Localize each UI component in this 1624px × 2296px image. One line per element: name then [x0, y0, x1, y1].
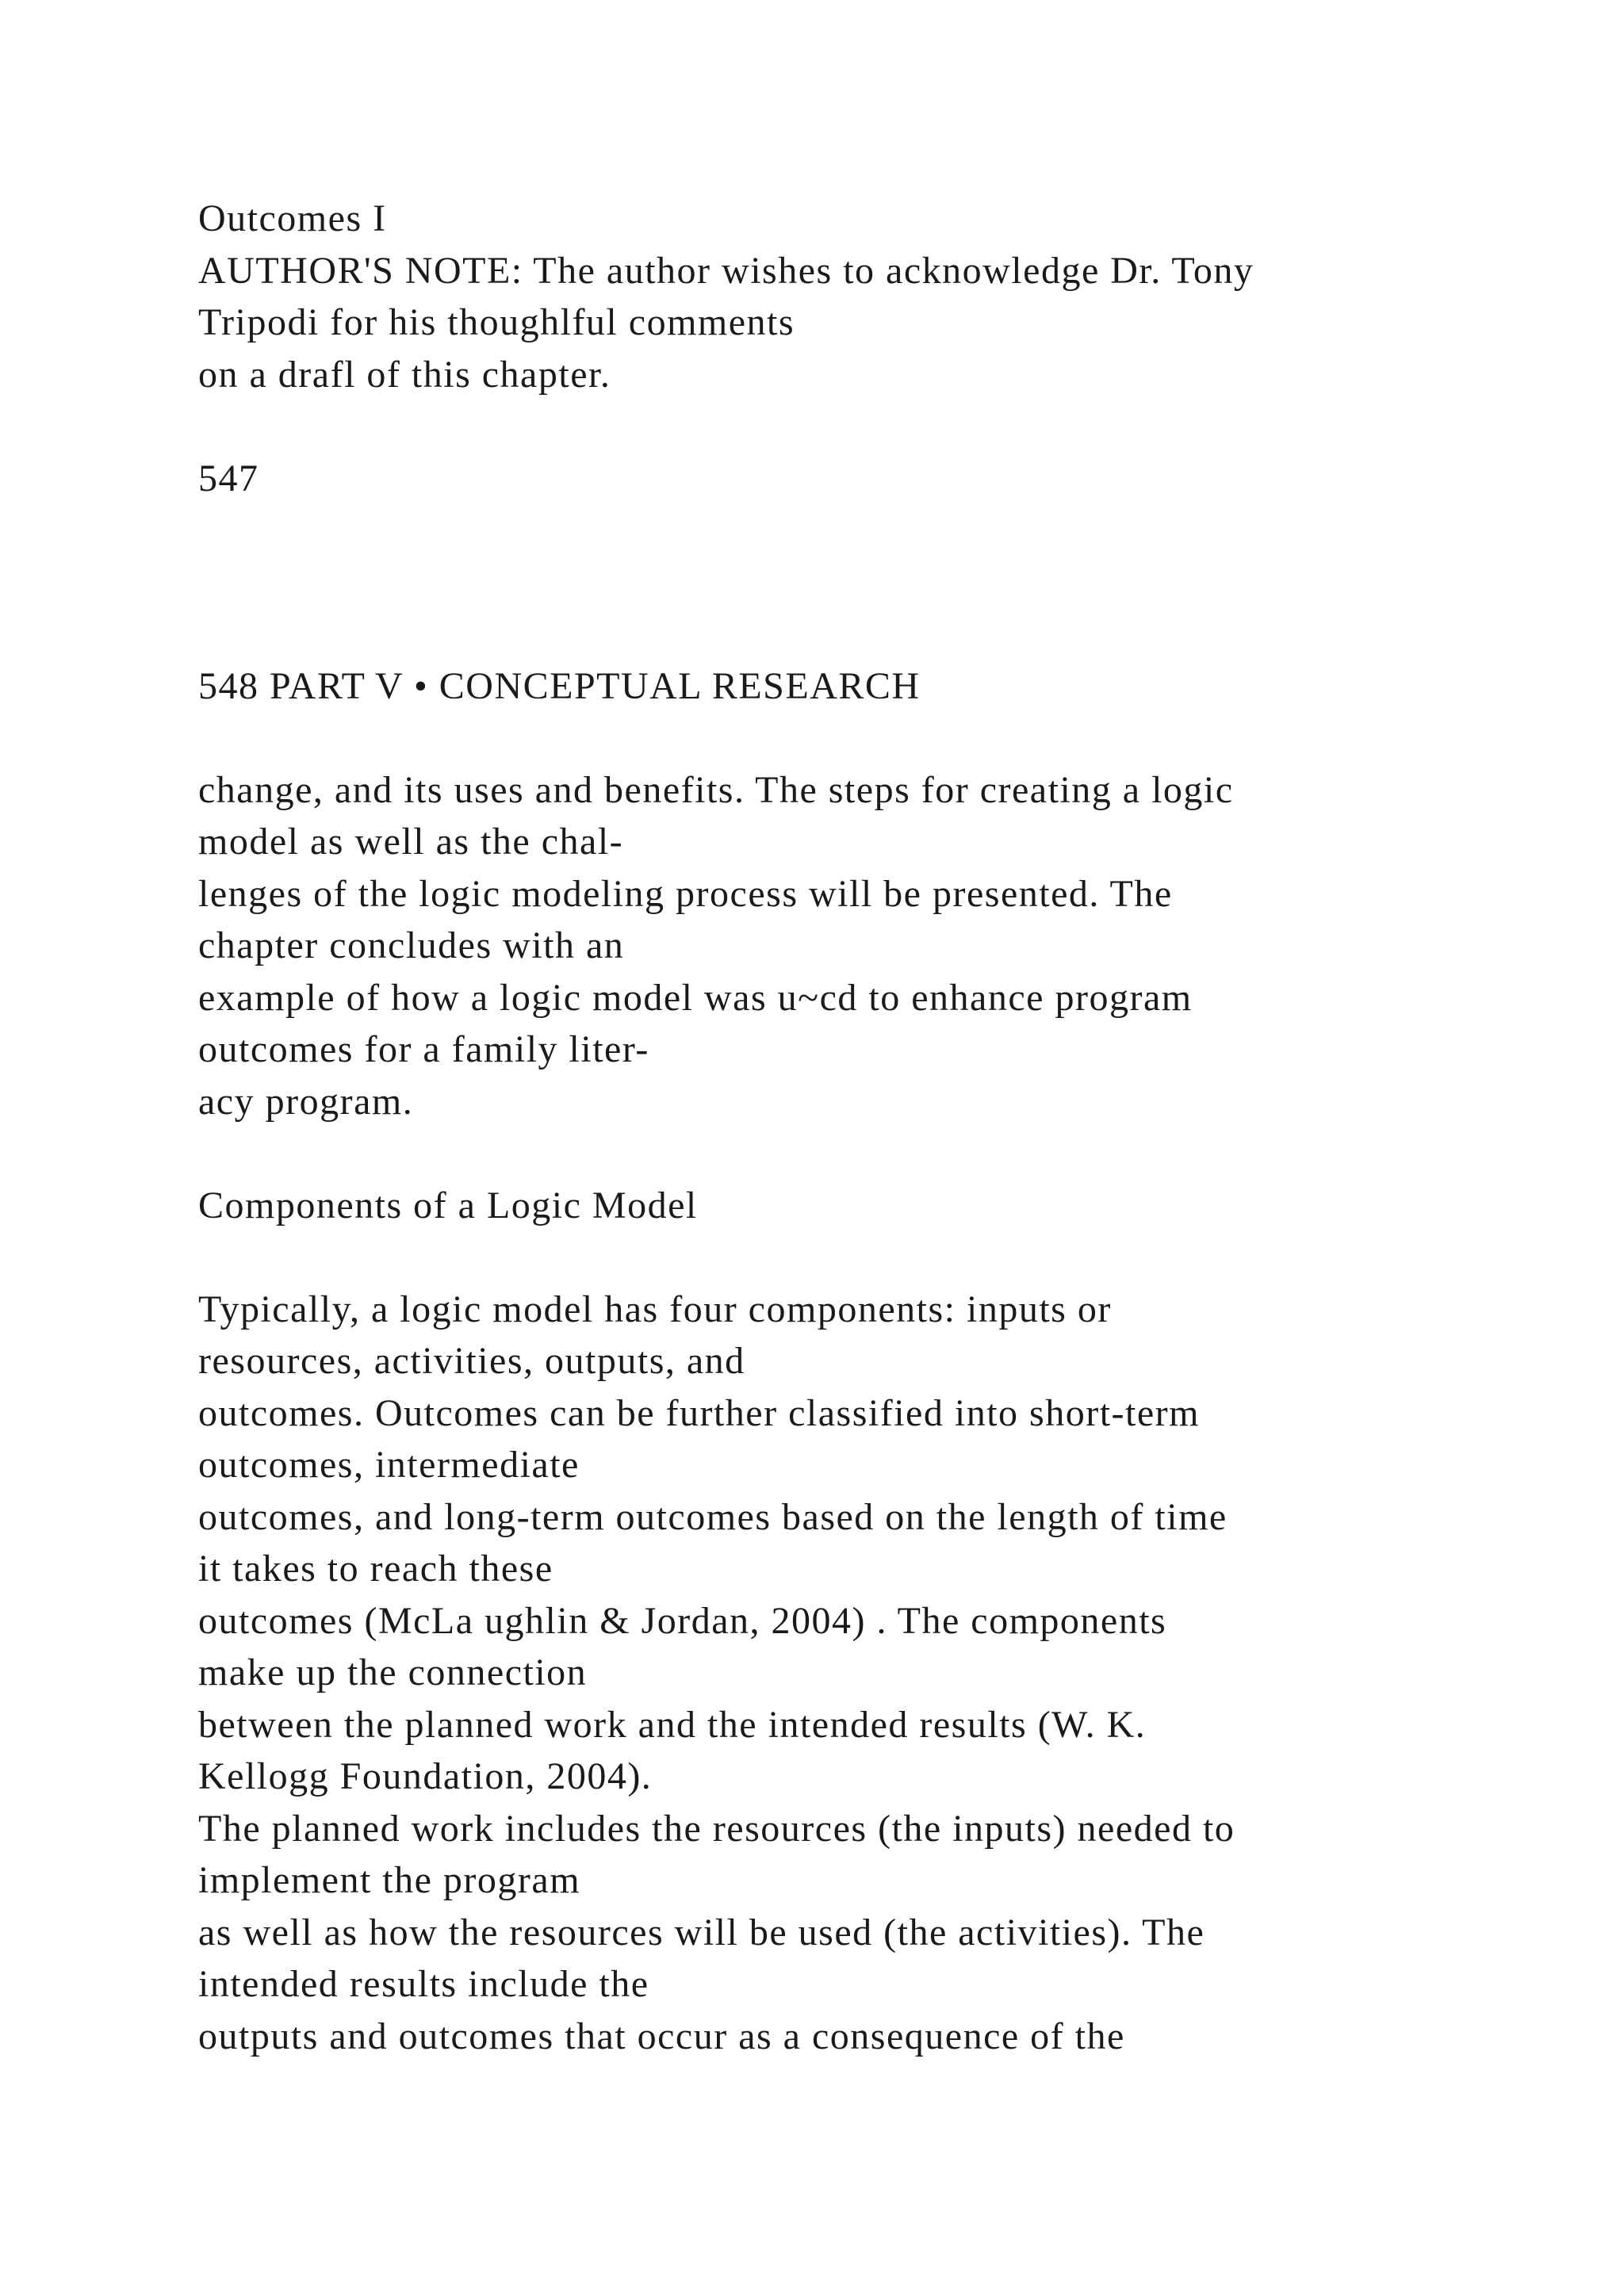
- body-text: [198, 193, 1594, 2062]
- text-line: it takes to reach these: [198, 1548, 553, 1590]
- text-line: as well as how the resources will be used (the activities). The: [198, 1911, 1205, 1954]
- text-line: lenges of the logic modeling process will be presented. The: [198, 872, 1173, 915]
- text-line: resources, activities, outputs, and: [198, 1340, 745, 1382]
- blank-line: [198, 712, 1594, 764]
- text-line: Tripodi for his thoughlful comments: [198, 301, 795, 343]
- text-line: acy program.: [198, 1080, 414, 1123]
- blank-line: [198, 1231, 1594, 1284]
- text-line: implement the program: [198, 1859, 581, 1901]
- text-line: change, and its uses and benefits. The steps for creating a logic: [198, 768, 1234, 811]
- section-heading: Components of a Logic Model: [198, 1184, 698, 1226]
- blank-line: [198, 557, 1594, 609]
- text-line: chapter concludes with an: [198, 924, 625, 966]
- text-line: Outcomes I: [198, 197, 387, 239]
- text-line: The planned work includes the resources (the inputs) needed to: [198, 1807, 1235, 1850]
- text-line: outcomes. Outcomes can be further classified into short-term: [198, 1391, 1200, 1434]
- text-line: outcomes, and long-term outcomes based on the length of time: [198, 1495, 1228, 1538]
- blank-line: [198, 1127, 1594, 1180]
- text-line: intended results include the: [198, 1963, 649, 2005]
- page-number: 547: [198, 457, 259, 499]
- text-line: model as well as the chal-: [198, 821, 624, 863]
- text-line: outputs and outcomes that occur as a consequence of the: [198, 2015, 1125, 2057]
- text-line: make up the connection: [198, 1651, 588, 1693]
- blank-line: [198, 504, 1594, 557]
- text-line: between the planned work and the intended results (W. K.: [198, 1703, 1147, 1746]
- running-header: 548 PART V • CONCEPTUAL RESEARCH: [198, 664, 921, 707]
- text-line: Kellogg Foundation, 2004).: [198, 1755, 653, 1797]
- text-line: outcomes, intermediate: [198, 1444, 580, 1486]
- text-line: AUTHOR'S NOTE: The author wishes to acknowledge Dr. Tony: [198, 249, 1254, 292]
- text-line: example of how a logic model was u~cd to enhance program: [198, 976, 1193, 1019]
- text-line: outcomes for a family liter-: [198, 1028, 649, 1070]
- blank-line: [198, 608, 1594, 660]
- text-line: Typically, a logic model has four components: inputs or: [198, 1288, 1112, 1330]
- blank-line: [198, 400, 1594, 453]
- text-line: on a drafl of this chapter.: [198, 353, 611, 396]
- text-line: outcomes (McLa ughlin & Jordan, 2004) . The components: [198, 1599, 1167, 1642]
